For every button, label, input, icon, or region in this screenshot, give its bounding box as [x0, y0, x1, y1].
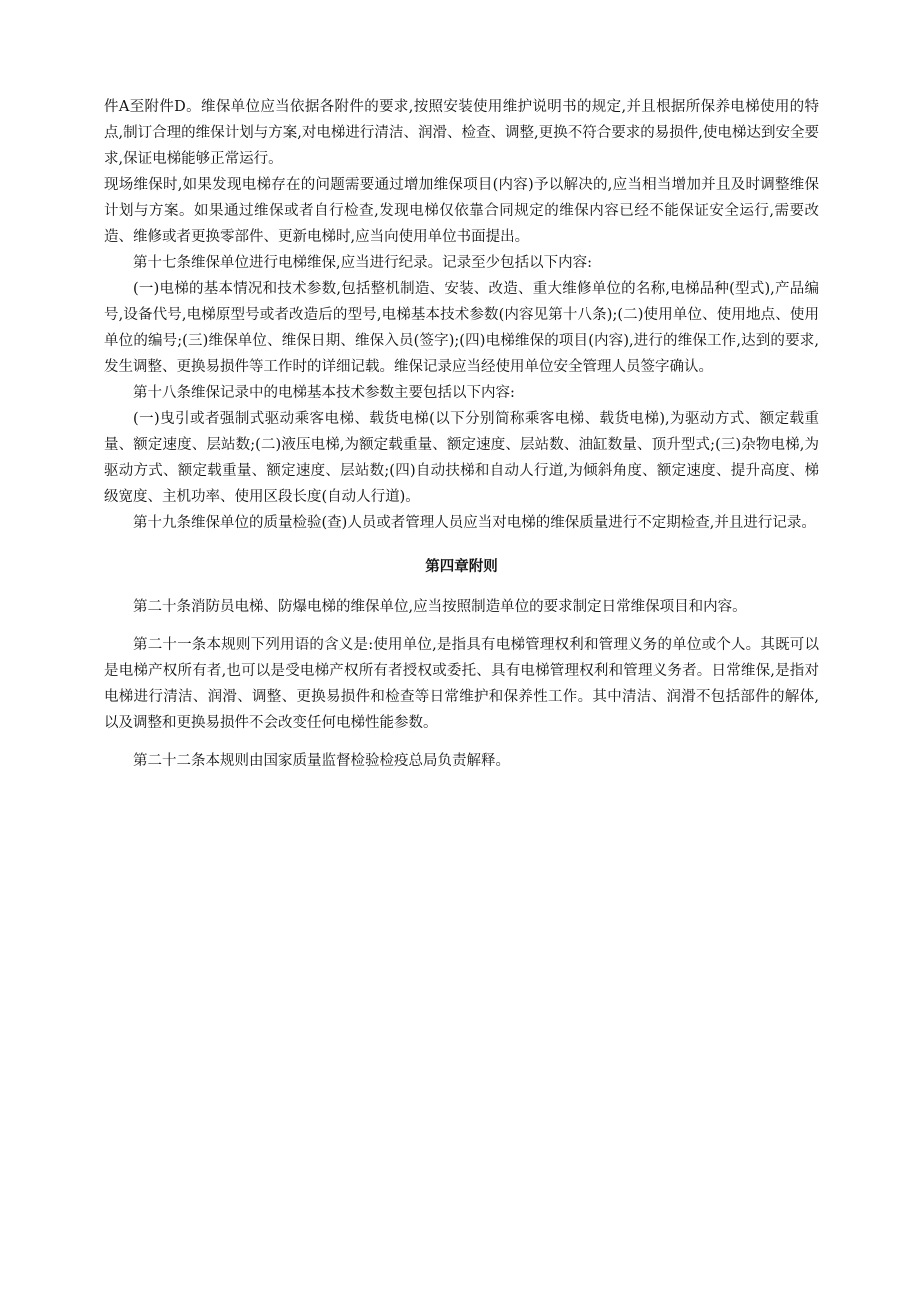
paragraph-article-22: 第二十二条本规则由国家质量监督检验检疫总局负责解释。 [133, 753, 510, 769]
paragraph-article-21: 第二十一条本规则下列用语的含义是:使用单位,是指具有电梯管理权利和管理义务的单位或个人。其既可以是电梯产权所有者,也可以是受电梯产权所有者授权或委托、具有电梯管理权利和管理义务者。日常维保,是指对电梯进行清洁、润滑、调整、更换易损件和检查等日常维护和保养性工作。其中清洁、润滑不包括部件的解体,以及调整和更换易损件不会改变任何电梯性能参数。 [104, 637, 819, 731]
paragraph-article-20: 第二十条消防员电梯、防爆电梯的维保单位,应当按照制造单位的要求制定日常维保项目和内容。 [133, 599, 747, 615]
paragraph-maintenance-plan: 件A至附件D。维保单位应当依据各附件的要求,按照安装使用维护说明书的规定,并且根据所保养电梯使用的特点,制订合理的维保计划与方案,对电梯进行清洁、润滑、检查、调整,更换不符合要求的易损件,使电梯达到安全要求,保证电梯能够正常运行。 [104, 99, 819, 167]
paragraph-article-19: 第十九条维保单位的质量检验(查)人员或者管理人员应当对电梯的维保质量进行不定期检查,并且进行记录。 [133, 515, 816, 531]
paragraph-article-18: 第十八条维保记录中的电梯基本技术参数主要包括以下内容: [133, 385, 515, 401]
paragraph-article-17: 第十七条维保单位进行电梯维保,应当进行纪录。记录至少包括以下内容: [133, 255, 592, 271]
paragraph-article-18-items: (一)曳引或者强制式驱动乘客电梯、载货电梯(以下分别简称乘客电梯、载货电梯),为驱动方式、额定载重量、额定速度、层站数;(二)液压电梯,为额定载重量、额定速度、层站数、油缸数量、顶升型式;(三)杂物电梯,为驱动方式、额定载重量、额定速度、层站数;(四)自动扶梯和自动人行道,为倾斜角度、额定速度、提升高度、梯级宽度、主机功率、使用区段长度(自动人行道)。 [104, 411, 819, 505]
chapter-title: 第四章附则 [425, 559, 498, 575]
document-page [104, 94, 819, 774]
paragraph-onsite-maintenance: 现场维保时,如果发现电梯存在的问题需要通过增加维保项目(内容)予以解决的,应当相当增加并且及时调整维保计划与方案。如果通过维保或者自行检查,发现电梯仅依靠合同规定的维保内容已经不能保证安全运行,需要改造、维修或者更换零部件、更新电梯时,应当向使用单位书面提出。 [104, 177, 819, 245]
paragraph-article-17-items: (一)电梯的基本情况和技术参数,包括整机制造、安装、改造、重大维修单位的名称,电梯品种(型式),产品编号,设备代号,电梯原型号或者改造后的型号,电梯基本技术参数(内容见第十八条);(二)使用单位、使用地点、使用单位的编号;(三)维保单位、维保日期、维保入员(签字);(四)电梯维保的项目(内容),进行的维保工作,达到的要求,发生调整、更换易损件等工作时的详细记载。维保记录应当经使用单位安全管理人员签字确认。 [104, 281, 819, 375]
